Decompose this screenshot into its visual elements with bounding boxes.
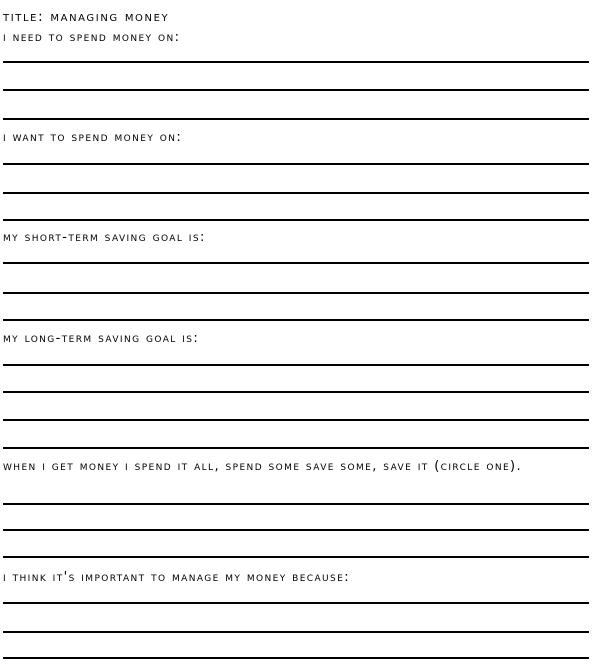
- prompt-need-to-spend: i need to spend money on:: [3, 30, 181, 45]
- answer-line-circle-3[interactable]: [3, 556, 589, 558]
- answer-line-want-1[interactable]: [3, 163, 589, 165]
- answer-line-short-term-1[interactable]: [3, 262, 589, 264]
- answer-line-important-1[interactable]: [3, 602, 589, 604]
- answer-line-long-term-1[interactable]: [3, 364, 589, 366]
- answer-line-important-3[interactable]: [3, 657, 589, 659]
- prompt-when-get-money: when i get money i spend it all, spend some save some, save it (circle one).: [3, 459, 523, 474]
- answer-line-short-term-3[interactable]: [3, 319, 589, 321]
- answer-line-important-2[interactable]: [3, 631, 589, 633]
- answer-line-need-1[interactable]: [3, 61, 589, 63]
- answer-line-need-3[interactable]: [3, 118, 589, 120]
- prompt-important-because: i think it's important to manage my money because:: [3, 570, 351, 585]
- answer-line-long-term-2[interactable]: [3, 391, 589, 393]
- prompt-long-term-goal: my long-term saving goal is:: [3, 331, 200, 346]
- prompt-short-term-goal: my short-term saving goal is:: [3, 230, 206, 245]
- prompt-want-to-spend: i want to spend money on:: [3, 130, 183, 145]
- answer-line-want-3[interactable]: [3, 219, 589, 221]
- answer-line-long-term-4[interactable]: [3, 447, 589, 449]
- answer-line-want-2[interactable]: [3, 192, 589, 194]
- answer-line-circle-1[interactable]: [3, 503, 589, 505]
- answer-line-long-term-3[interactable]: [3, 419, 589, 421]
- worksheet-title: title: managing money: [3, 9, 170, 25]
- answer-line-need-2[interactable]: [3, 89, 589, 91]
- answer-line-short-term-2[interactable]: [3, 292, 589, 294]
- answer-line-circle-2[interactable]: [3, 529, 589, 531]
